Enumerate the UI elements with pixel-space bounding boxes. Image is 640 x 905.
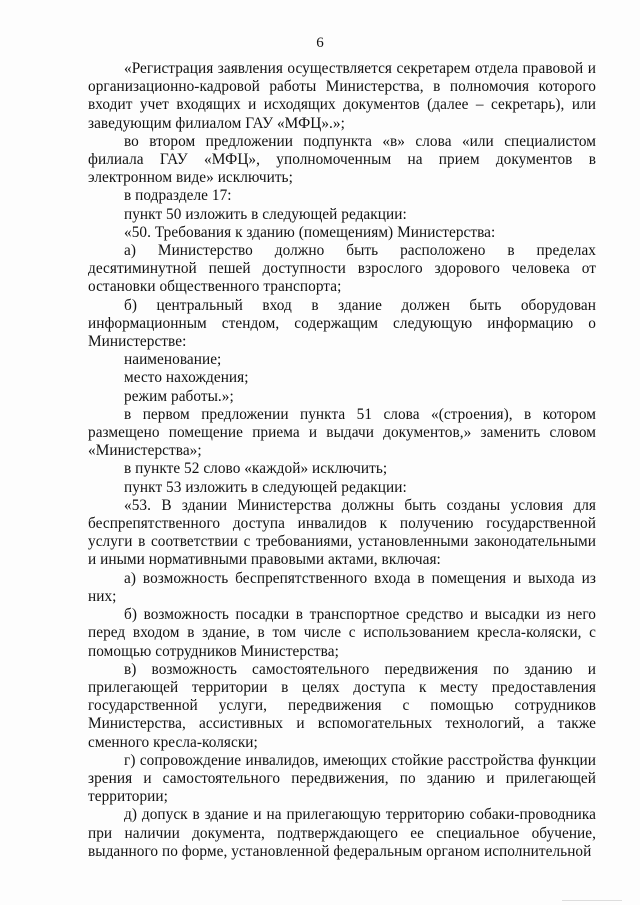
paragraph-item-53-intro: пункт 53 изложить в следующей редакции: (124, 478, 407, 496)
document-body (88, 60, 596, 861)
paragraph-item-53-a: а) возможность беспрепятственного входа в помещения и выхода из них; (88, 569, 596, 605)
paragraph-item-53: «53. В здании Министерства должны быть созданы условия для беспрепятственного доступа инвалидов к получению государственной услуги в соответствии с требованиями, установленными законодательными и иными нормативными правовыми актами, включая: (88, 496, 596, 569)
paragraph-item-51: в первом предложении пункта 51 слова «(строения), в котором размещено помещение приема и выдачи документов,» заменить словом «Министерства»; (88, 405, 596, 460)
paragraph-item-50-a: а) Министерство должно быть расположено в пределах десятиминутной пешей доступности взрослого здорового человека от остановки общественного транспорта; (88, 242, 596, 296)
paragraph-item-53-g: г) сопровождение инвалидов, имеющих стойкие расстройства функции зрения и самостоятельного передвижения, по зданию и прилегающей территории; (88, 751, 596, 806)
paragraph-item-52: в пункте 52 слово «каждой» исключить; (124, 460, 388, 478)
paragraph-location: место нахождения; (124, 369, 249, 387)
paragraph-item-53-v: в) возможность самостоятельного передвижения по зданию и прилегающей территории в целях доступа к месту предоставления государственной услуги, передвижения с помощью сотрудников Министерства, ассистивных и вспомогательных технологий, а также сменного кресла-коляски; (88, 660, 596, 751)
paragraph-second-sentence: во втором предложении подпункта «в» слова «или специалистом филиала ГАУ «МФЦ», уполномоченным на прием документов в электронном виде» исключить; (88, 132, 596, 187)
paragraph-item-50-b: б) центральный вход в здание должен быть оборудован информационным стендом, содержащим следующую информацию о Министерстве: (88, 296, 596, 351)
paragraph-item-50: «50. Требования к зданию (помещениям) Министерства: (124, 223, 496, 241)
paragraph-subsection-17: в подразделе 17: (124, 187, 232, 205)
page-number: 6 (316, 35, 324, 51)
paragraph-registration: «Регистрация заявления осуществляется секретарем отдела правовой и организационно-кадровой работы Министерства, в полномочия которого входит учет входящих и исходящих документов (далее – секретарь), или заведующим филиалом ГАУ «МФЦ».»; (88, 60, 596, 132)
paragraph-item-50-intro: пункт 50 изложить в следующей редакции: (124, 205, 407, 223)
paragraph-name: наименование; (124, 351, 222, 369)
paragraph-item-53-d: д) допуск в здание и на прилегающую территорию собаки-проводника при наличии документа, подтверждающего ее специальное обучение, выданного по форме, установленной федеральным органом исполнительной (88, 806, 596, 860)
paragraph-item-53-b: б) возможность посадки в транспортное средство и высадки из него перед входом в здание, в том числе с использованием кресла-коляски, с помощью сотрудников Министерства; (88, 606, 596, 660)
scan-edge-mark (562, 900, 622, 905)
paragraph-work-schedule: режим работы.»; (124, 387, 234, 405)
